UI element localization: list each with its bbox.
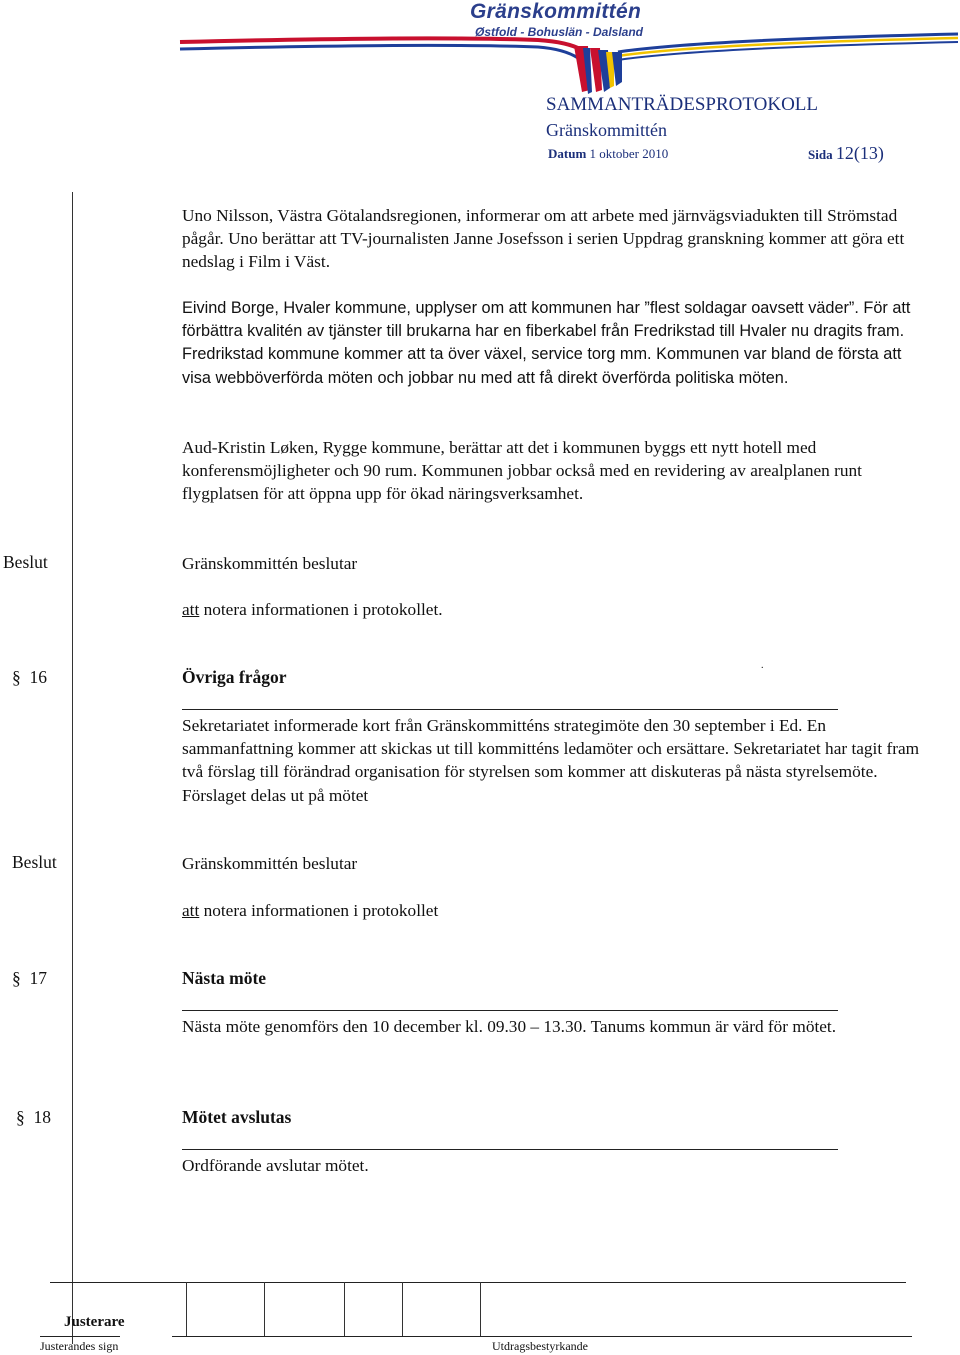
page-label: Sida xyxy=(808,147,833,162)
date-label: Datum xyxy=(548,146,587,161)
beslut-label-2: Beslut xyxy=(12,852,57,872)
section-18-rule xyxy=(182,1149,838,1150)
document-title: SAMMANTRÄDESPROTOKOLL xyxy=(546,94,819,115)
section-16-rule xyxy=(182,709,838,710)
beslut-decision: Gränskommittén beslutar xyxy=(182,554,358,573)
paragraph-symbol: § xyxy=(16,1107,25,1127)
logo-title: Gränskommittén xyxy=(470,0,642,23)
beslut-label: Beslut xyxy=(3,552,48,572)
section-number: 18 xyxy=(33,1107,51,1127)
section-number: 17 xyxy=(29,968,47,988)
footer-divider xyxy=(480,1282,481,1336)
paragraph-uno: Uno Nilsson, Västra Götalandsregionen, informerar om att arbete med järnvägsviadukten till Strömstad pågår. Uno berättar att TV-journalisten Janne Josefsson i serien Uppdrag granskning kommer att göra ett nedslag i Film i Väst. xyxy=(182,206,905,272)
section-17-heading: Nästa möte xyxy=(182,968,267,988)
footer-divider xyxy=(402,1282,403,1336)
section-18-text: Ordförande avslutar mötet. xyxy=(182,1156,369,1175)
beslut-decision-2: Gränskommittén beslutar xyxy=(182,854,358,873)
footer-divider xyxy=(186,1282,187,1336)
beslut-att-line-2 xyxy=(182,899,922,922)
justerare-label: Justerare xyxy=(64,1314,125,1330)
page-line xyxy=(808,143,884,164)
page-number: 12(13) xyxy=(835,143,884,163)
paragraph-symbol: § xyxy=(12,968,21,988)
stray-dot: . xyxy=(761,660,764,671)
footer-divider xyxy=(344,1282,345,1336)
date-value: 1 oktober 2010 xyxy=(589,146,669,161)
organization-name: Gränskommittén xyxy=(546,120,667,140)
section-number: 16 xyxy=(29,667,47,687)
section-18-number xyxy=(16,1107,51,1128)
section-17-number xyxy=(12,968,47,989)
logo-subtitle: Østfold - Bohuslän - Dalsland xyxy=(475,25,644,39)
justerandes-sign-label: Justerandes sign xyxy=(40,1339,119,1353)
section-17-rule xyxy=(182,1010,838,1011)
section-16-heading: Övriga frågor xyxy=(182,667,287,687)
paragraph-eivind: Eivind Borge, Hvaler kommune, upplyser om att kommunen har ”flest soldagar oavsett väder”. För att förbättra kvalitén av tjänster till brukarna har en fiberkabel från Fredrikstad till Hvaler nu dragits fram. Fredrikstad kommune kommer att ta över växel, service torg mm. Kommunen var bland de första att visa webböverförda möten och jobbar nu med att få direkt överförda politiska möten. xyxy=(182,299,911,387)
section-16-text: Sekretariatet informerade kort från Gränskommitténs strategimöte den 30 september i Ed. En sammanfattning kommer att skickas ut till kommitténs ledamöter och ersättare. Sekretariatet har tagit fram två förslag till förändrad organisation för styrelsen som kommer att diskuteras på nästa styrelsemöte. Förslaget delas ut på mötet xyxy=(182,716,920,805)
section-18-heading: Mötet avslutas xyxy=(182,1107,292,1127)
att-text: notera informationen i protokollet. xyxy=(199,600,443,619)
paragraph-symbol: § xyxy=(12,667,21,687)
footer-divider xyxy=(264,1282,265,1336)
utdragsbestyrkande-label: Utdragsbestyrkande xyxy=(492,1339,588,1353)
paragraph-aud-kristin: Aud-Kristin Løken, Rygge kommune, berättar att det i kommunen byggs ett nytt hotell med konferensmöjligheter och 90 rum. Kommunen jobbar också med en revidering av arealplanen runt flygplatsen för att öppna upp för ökad näringsverksamhet. xyxy=(182,438,862,504)
att-word: att xyxy=(182,901,200,920)
footer-top-rule xyxy=(50,1282,906,1283)
section-17-text: Nästa möte genomförs den 10 december kl. 09.30 – 13.30. Tanums kommun är värd för mötet. xyxy=(182,1017,837,1036)
footer-bottom-rule-left xyxy=(40,1336,120,1337)
beslut-att-line xyxy=(182,598,922,621)
date-line xyxy=(548,146,668,162)
att-word: att xyxy=(182,600,200,619)
section-16-number xyxy=(12,667,47,688)
att-text: notera informationen i protokollet xyxy=(199,901,439,920)
margin-rule xyxy=(72,192,73,1344)
footer-bottom-rule-right xyxy=(172,1336,912,1337)
